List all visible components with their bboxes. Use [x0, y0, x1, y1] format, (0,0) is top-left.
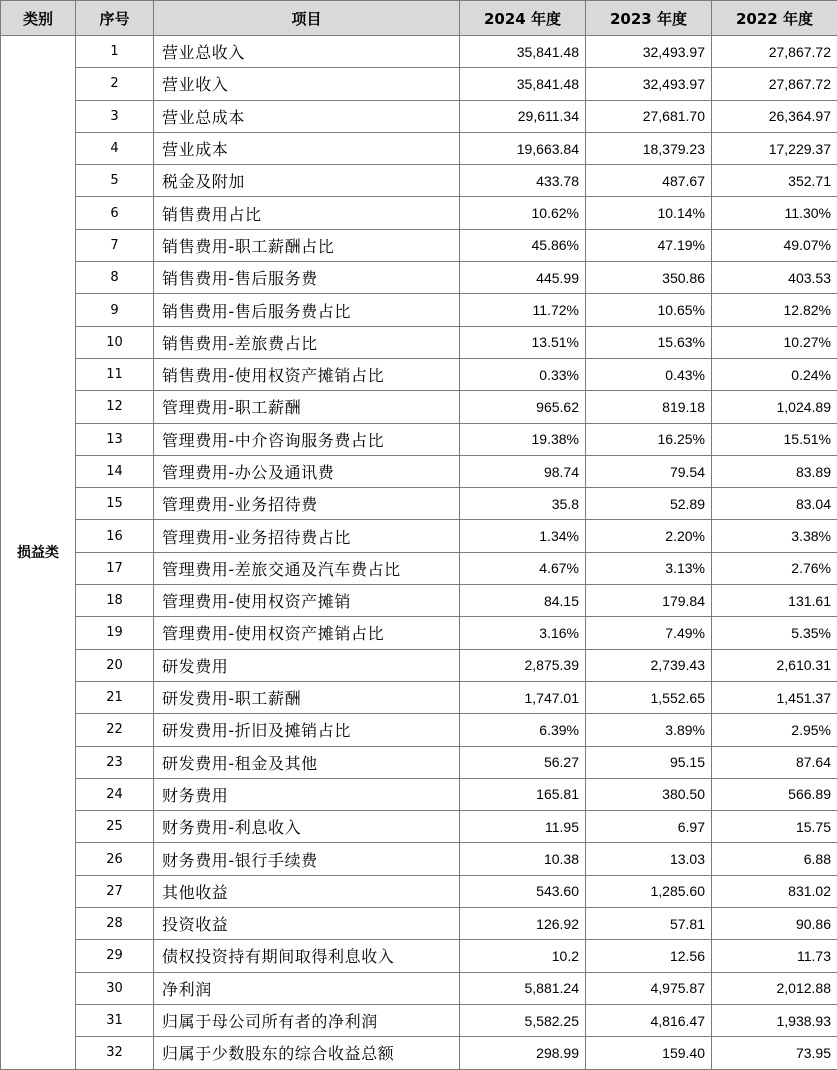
- row-value-2023: 4,816.47: [586, 1004, 712, 1036]
- table-row: [1, 165, 837, 197]
- row-seq: 26: [76, 843, 154, 875]
- table-row: [1, 100, 837, 132]
- row-value-2023: 819.18: [586, 391, 712, 423]
- row-value-2022: 27,867.72: [712, 36, 837, 68]
- row-value-2022: 831.02: [712, 875, 837, 907]
- row-value-2023: 15.63%: [586, 326, 712, 358]
- row-value-2024: 965.62: [460, 391, 586, 423]
- row-item: 债权投资持有期间取得利息收入: [154, 940, 460, 972]
- row-value-2023: 79.54: [586, 455, 712, 487]
- row-seq: 10: [76, 326, 154, 358]
- row-seq: 25: [76, 811, 154, 843]
- row-value-2024: 11.72%: [460, 294, 586, 326]
- row-value-2024: 84.15: [460, 585, 586, 617]
- row-value-2023: 1,552.65: [586, 681, 712, 713]
- row-item: 营业收入: [154, 68, 460, 100]
- row-value-2022: 0.24%: [712, 358, 837, 390]
- table-row: [1, 972, 837, 1004]
- table-row: [1, 520, 837, 552]
- row-value-2022: 90.86: [712, 908, 837, 940]
- row-value-2022: 566.89: [712, 778, 837, 810]
- table-row: [1, 940, 837, 972]
- row-value-2023: 18,379.23: [586, 132, 712, 164]
- row-item: 归属于少数股东的综合收益总额: [154, 1037, 460, 1069]
- row-value-2023: 3.13%: [586, 552, 712, 584]
- row-value-2022: 2,012.88: [712, 972, 837, 1004]
- header-year-2024: 2024 年度: [460, 1, 586, 36]
- row-value-2023: 16.25%: [586, 423, 712, 455]
- row-value-2024: 165.81: [460, 778, 586, 810]
- table-row: [1, 1037, 837, 1069]
- row-value-2024: 445.99: [460, 262, 586, 294]
- row-seq: 15: [76, 488, 154, 520]
- row-value-2024: 5,881.24: [460, 972, 586, 1004]
- header-year-2023: 2023 年度: [586, 1, 712, 36]
- row-item: 财务费用-银行手续费: [154, 843, 460, 875]
- row-value-2022: 6.88: [712, 843, 837, 875]
- table-row: [1, 778, 837, 810]
- row-seq: 14: [76, 455, 154, 487]
- table-row: [1, 36, 837, 68]
- row-value-2023: 95.15: [586, 746, 712, 778]
- row-item: 其他收益: [154, 875, 460, 907]
- row-item: 管理费用-使用权资产摊销占比: [154, 617, 460, 649]
- row-value-2022: 1,451.37: [712, 681, 837, 713]
- row-item: 研发费用-折旧及摊销占比: [154, 714, 460, 746]
- row-seq: 18: [76, 585, 154, 617]
- row-seq: 29: [76, 940, 154, 972]
- table-row: [1, 1004, 837, 1036]
- row-value-2024: 10.38: [460, 843, 586, 875]
- row-item: 净利润: [154, 972, 460, 1004]
- header-category: 类别: [1, 1, 76, 36]
- row-value-2022: 15.75: [712, 811, 837, 843]
- row-seq: 22: [76, 714, 154, 746]
- row-value-2024: 10.62%: [460, 197, 586, 229]
- row-value-2024: 35,841.48: [460, 68, 586, 100]
- row-value-2023: 380.50: [586, 778, 712, 810]
- header-row: [1, 1, 837, 36]
- row-value-2023: 12.56: [586, 940, 712, 972]
- table-row: [1, 617, 837, 649]
- row-seq: 13: [76, 423, 154, 455]
- row-item: 营业成本: [154, 132, 460, 164]
- row-value-2024: 19,663.84: [460, 132, 586, 164]
- table-row: [1, 908, 837, 940]
- row-item: 销售费用-售后服务费: [154, 262, 460, 294]
- row-value-2022: 1,024.89: [712, 391, 837, 423]
- row-item: 研发费用-职工薪酬: [154, 681, 460, 713]
- row-value-2023: 179.84: [586, 585, 712, 617]
- row-item: 销售费用-职工薪酬占比: [154, 229, 460, 261]
- row-value-2024: 5,582.25: [460, 1004, 586, 1036]
- row-value-2022: 2.95%: [712, 714, 837, 746]
- table-body: [1, 36, 837, 1070]
- row-seq: 24: [76, 778, 154, 810]
- row-value-2022: 352.71: [712, 165, 837, 197]
- row-value-2023: 27,681.70: [586, 100, 712, 132]
- row-value-2024: 13.51%: [460, 326, 586, 358]
- table-row: [1, 585, 837, 617]
- row-item: 研发费用-租金及其他: [154, 746, 460, 778]
- row-value-2022: 131.61: [712, 585, 837, 617]
- row-seq: 30: [76, 972, 154, 1004]
- row-item: 管理费用-业务招待费: [154, 488, 460, 520]
- row-seq: 11: [76, 358, 154, 390]
- row-value-2022: 2.76%: [712, 552, 837, 584]
- row-item: 税金及附加: [154, 165, 460, 197]
- row-value-2023: 32,493.97: [586, 36, 712, 68]
- row-seq: 21: [76, 681, 154, 713]
- row-value-2023: 0.43%: [586, 358, 712, 390]
- row-seq: 27: [76, 875, 154, 907]
- row-seq: 1: [76, 36, 154, 68]
- row-item: 销售费用-使用权资产摊销占比: [154, 358, 460, 390]
- row-seq: 9: [76, 294, 154, 326]
- row-value-2023: 7.49%: [586, 617, 712, 649]
- row-seq: 5: [76, 165, 154, 197]
- header-seq: 序号: [76, 1, 154, 36]
- row-value-2022: 87.64: [712, 746, 837, 778]
- row-value-2024: 56.27: [460, 746, 586, 778]
- row-value-2022: 73.95: [712, 1037, 837, 1069]
- table-row: [1, 649, 837, 681]
- table-row: [1, 197, 837, 229]
- row-value-2022: 403.53: [712, 262, 837, 294]
- row-value-2023: 32,493.97: [586, 68, 712, 100]
- row-item: 研发费用: [154, 649, 460, 681]
- row-seq: 7: [76, 229, 154, 261]
- row-value-2024: 10.2: [460, 940, 586, 972]
- row-item: 管理费用-使用权资产摊销: [154, 585, 460, 617]
- row-value-2024: 543.60: [460, 875, 586, 907]
- row-item: 管理费用-差旅交通及汽车费占比: [154, 552, 460, 584]
- row-item: 投资收益: [154, 908, 460, 940]
- row-value-2024: 11.95: [460, 811, 586, 843]
- row-value-2023: 2,739.43: [586, 649, 712, 681]
- row-value-2023: 1,285.60: [586, 875, 712, 907]
- row-value-2024: 35.8: [460, 488, 586, 520]
- row-value-2024: 3.16%: [460, 617, 586, 649]
- row-value-2023: 2.20%: [586, 520, 712, 552]
- row-value-2022: 49.07%: [712, 229, 837, 261]
- row-value-2022: 5.35%: [712, 617, 837, 649]
- row-value-2023: 57.81: [586, 908, 712, 940]
- table-row: [1, 326, 837, 358]
- row-seq: 23: [76, 746, 154, 778]
- row-seq: 17: [76, 552, 154, 584]
- row-value-2024: 0.33%: [460, 358, 586, 390]
- row-value-2023: 10.14%: [586, 197, 712, 229]
- row-item: 管理费用-中介咨询服务费占比: [154, 423, 460, 455]
- row-item: 管理费用-职工薪酬: [154, 391, 460, 423]
- row-value-2022: 83.04: [712, 488, 837, 520]
- row-value-2023: 3.89%: [586, 714, 712, 746]
- row-value-2024: 6.39%: [460, 714, 586, 746]
- row-value-2024: 4.67%: [460, 552, 586, 584]
- row-value-2022: 11.73: [712, 940, 837, 972]
- row-item: 销售费用占比: [154, 197, 460, 229]
- row-value-2022: 83.89: [712, 455, 837, 487]
- row-value-2022: 2,610.31: [712, 649, 837, 681]
- table-row: [1, 843, 837, 875]
- row-seq: 32: [76, 1037, 154, 1069]
- row-value-2024: 298.99: [460, 1037, 586, 1069]
- table-row: [1, 681, 837, 713]
- row-value-2022: 27,867.72: [712, 68, 837, 100]
- row-seq: 8: [76, 262, 154, 294]
- table-row: [1, 455, 837, 487]
- row-value-2023: 4,975.87: [586, 972, 712, 1004]
- row-seq: 4: [76, 132, 154, 164]
- row-seq: 3: [76, 100, 154, 132]
- row-seq: 31: [76, 1004, 154, 1036]
- row-value-2023: 159.40: [586, 1037, 712, 1069]
- row-seq: 16: [76, 520, 154, 552]
- header-item: 项目: [154, 1, 460, 36]
- row-item: 财务费用: [154, 778, 460, 810]
- table-row: [1, 391, 837, 423]
- row-item: 管理费用-办公及通讯费: [154, 455, 460, 487]
- row-value-2023: 52.89: [586, 488, 712, 520]
- row-value-2023: 6.97: [586, 811, 712, 843]
- table-row: [1, 811, 837, 843]
- row-value-2022: 10.27%: [712, 326, 837, 358]
- row-value-2024: 433.78: [460, 165, 586, 197]
- table-row: [1, 132, 837, 164]
- table-row: [1, 68, 837, 100]
- header-year-2022: 2022 年度: [712, 1, 837, 36]
- category-cell: 损益类: [1, 36, 76, 1070]
- row-seq: 2: [76, 68, 154, 100]
- row-item: 销售费用-售后服务费占比: [154, 294, 460, 326]
- row-value-2024: 19.38%: [460, 423, 586, 455]
- row-value-2022: 11.30%: [712, 197, 837, 229]
- row-item: 营业总成本: [154, 100, 460, 132]
- row-value-2024: 35,841.48: [460, 36, 586, 68]
- row-value-2024: 1.34%: [460, 520, 586, 552]
- row-value-2023: 487.67: [586, 165, 712, 197]
- row-value-2022: 1,938.93: [712, 1004, 837, 1036]
- row-seq: 19: [76, 617, 154, 649]
- row-value-2024: 45.86%: [460, 229, 586, 261]
- table-row: [1, 262, 837, 294]
- row-value-2022: 17,229.37: [712, 132, 837, 164]
- row-item: 营业总收入: [154, 36, 460, 68]
- row-value-2024: 98.74: [460, 455, 586, 487]
- table-row: [1, 229, 837, 261]
- row-value-2022: 15.51%: [712, 423, 837, 455]
- table-row: [1, 358, 837, 390]
- table-row: [1, 294, 837, 326]
- row-seq: 6: [76, 197, 154, 229]
- table-row: [1, 714, 837, 746]
- row-item: 管理费用-业务招待费占比: [154, 520, 460, 552]
- row-seq: 12: [76, 391, 154, 423]
- row-value-2023: 13.03: [586, 843, 712, 875]
- row-value-2023: 350.86: [586, 262, 712, 294]
- row-value-2024: 2,875.39: [460, 649, 586, 681]
- row-item: 销售费用-差旅费占比: [154, 326, 460, 358]
- row-item: 财务费用-利息收入: [154, 811, 460, 843]
- row-value-2024: 1,747.01: [460, 681, 586, 713]
- row-value-2022: 3.38%: [712, 520, 837, 552]
- row-value-2023: 10.65%: [586, 294, 712, 326]
- table-row: [1, 746, 837, 778]
- row-value-2022: 12.82%: [712, 294, 837, 326]
- row-value-2023: 47.19%: [586, 229, 712, 261]
- row-value-2022: 26,364.97: [712, 100, 837, 132]
- row-value-2024: 29,611.34: [460, 100, 586, 132]
- row-seq: 28: [76, 908, 154, 940]
- row-item: 归属于母公司所有者的净利润: [154, 1004, 460, 1036]
- table-row: [1, 488, 837, 520]
- table-row: [1, 423, 837, 455]
- row-seq: 20: [76, 649, 154, 681]
- row-value-2024: 126.92: [460, 908, 586, 940]
- table-row: [1, 552, 837, 584]
- table-row: [1, 875, 837, 907]
